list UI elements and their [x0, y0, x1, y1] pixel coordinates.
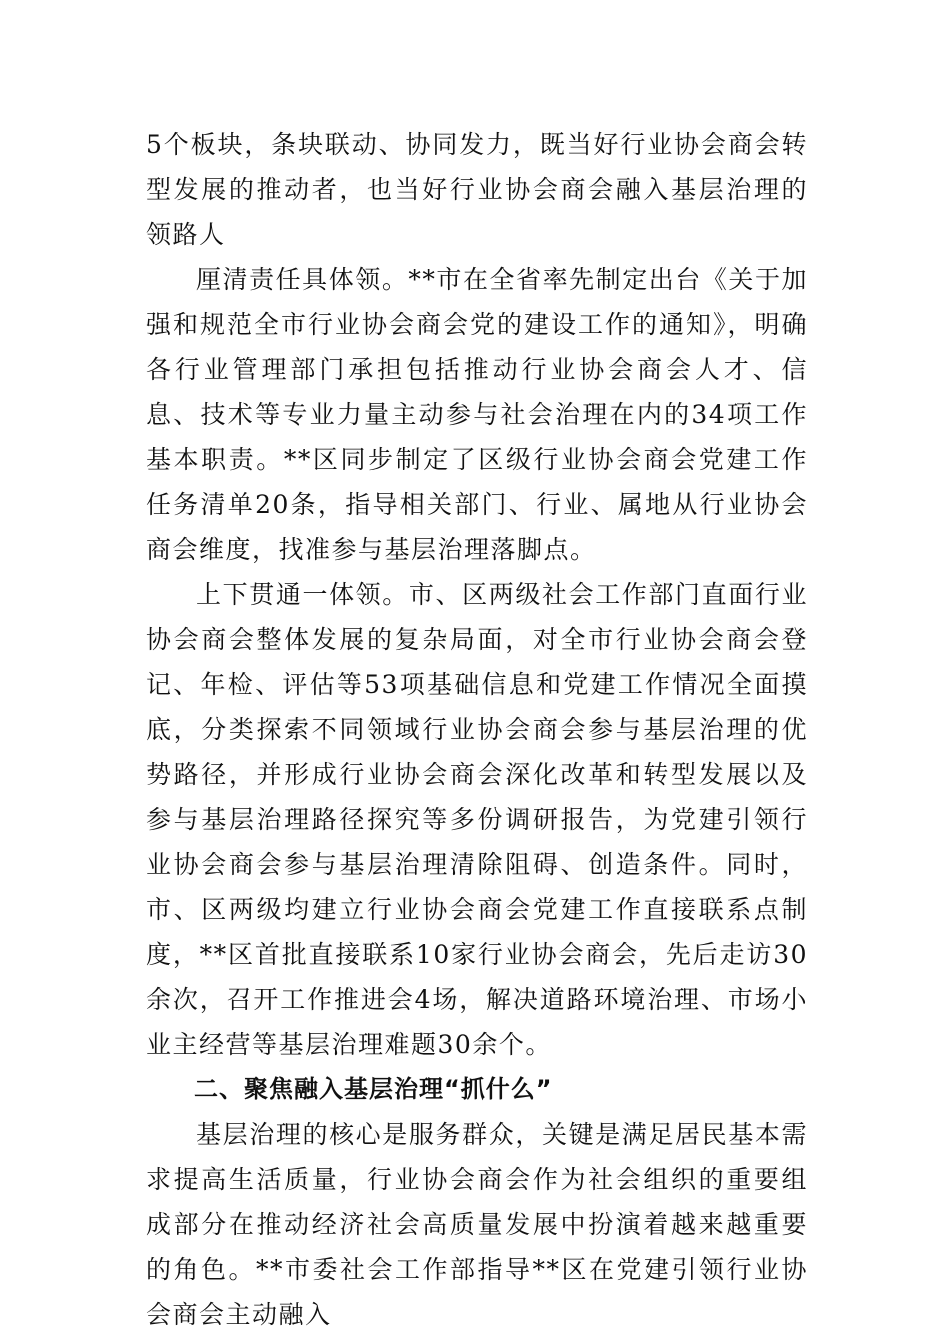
paragraph-responsibility: 厘清责任具体领。**市在全省率先制定出台《关于加强和规范全市行业协会商会党的建设工作的通知》，明确各行业管理部门承担包括推动行业协会商会人才、信息、技术等专业力量主动参与社会治理在内的34项工作基本职责。**区同步制定了区级行业协会商会党建工作任务清单20条，指导相关部门、行业、属地从行业协会商会维度，找准参与基层治理落脚点。 [146, 265, 808, 564]
paragraph-continuation: 5个板块，条块联动、协同发力，既当好行业协会商会转型发展的推动者，也当好行业协会商会融入基层治理的领路人 [146, 130, 808, 249]
document-body [146, 122, 808, 1337]
section-heading: 二、聚焦融入基层治理“抓什么” [194, 1075, 553, 1103]
paragraph-integration: 上下贯通一体领。市、区两级社会工作部门直面行业协会商会整体发展的复杂局面，对全市行业协会商会登记、年检、评估等53项基础信息和党建工作情况全面摸底，分类探索不同领域行业协会商会参与基层治理的优势路径，并形成行业协会商会深化改革和转型发展以及参与基层治理路径探究等多份调研报告，为党建引领行业协会商会参与基层治理清除阻碍、创造条件。同时，市、区两级均建立行业协会商会党建工作直接联系点制度，**区首批直接联系10家行业协会商会，先后走访30余次，召开工作推进会4场，解决道路环境治理、市场小业主经营等基层治理难题30余个。 [146, 580, 808, 1059]
paragraph-governance: 基层治理的核心是服务群众，关键是满足居民基本需求提高生活质量，行业协会商会作为社会组织的重要组成部分在推动经济社会高质量发展中扮演着越来越重要的角色。**市委社会工作部指导**区在党建引领行业协会商会主动融入 [146, 1120, 808, 1329]
